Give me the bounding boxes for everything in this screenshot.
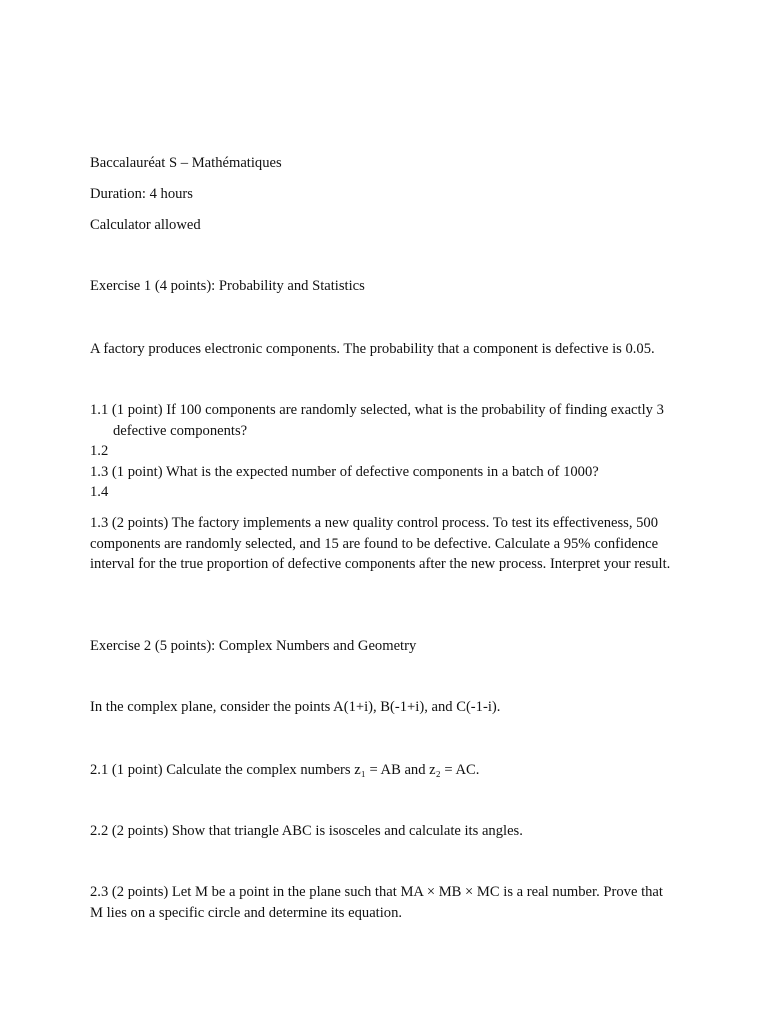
question-2-1: 2.1 (1 point) Calculate the complex numbers z₁ = AB and z₂ = AC. [90, 762, 480, 778]
exercise-2-intro: In the complex plane, consider the points A(1+i), B(-1+i), and C(-1-i). [90, 699, 501, 715]
duration-text: Duration: 4 hours [90, 186, 193, 202]
question-1-2: 1.2 [90, 443, 109, 459]
question-1-4: 1.4 [90, 484, 109, 500]
question-1-3-confidence: 1.3 (2 points) The factory implements a new quality control process. To test its effectiveness, 500 components are randomly selected, and 15 are found to be defective. Calculate a 95% confidence interval for the true proportion of defective components after the new process. Interpret your result. [90, 515, 671, 572]
exercise-2-heading: Exercise 2 (5 points): Complex Numbers and Geometry [90, 638, 417, 654]
exercise-1-intro: A factory produces electronic components. The probability that a component is defective is 0.05. [90, 341, 655, 357]
question-2-2: 2.2 (2 points) Show that triangle ABC is isosceles and calculate its angles. [90, 823, 523, 839]
calculator-note: Calculator allowed [90, 217, 201, 233]
question-2-3: 2.3 (2 points) Let M be a point in the plane such that MA × MB × MC is a real number. Prove that M lies on a specific circle and determine its equation. [90, 884, 663, 921]
exercise-1-heading: Exercise 1 (4 points): Probability and Statistics [90, 278, 365, 294]
question-1-1: 1.1 (1 point) If 100 components are randomly selected, what is the probability of finding exactly 3 defective components? [90, 402, 664, 439]
document-title: Baccalauréat S – Mathématiques [90, 155, 282, 171]
question-1-3: 1.3 (1 point) What is the expected number of defective components in a batch of 1000? [90, 464, 599, 480]
